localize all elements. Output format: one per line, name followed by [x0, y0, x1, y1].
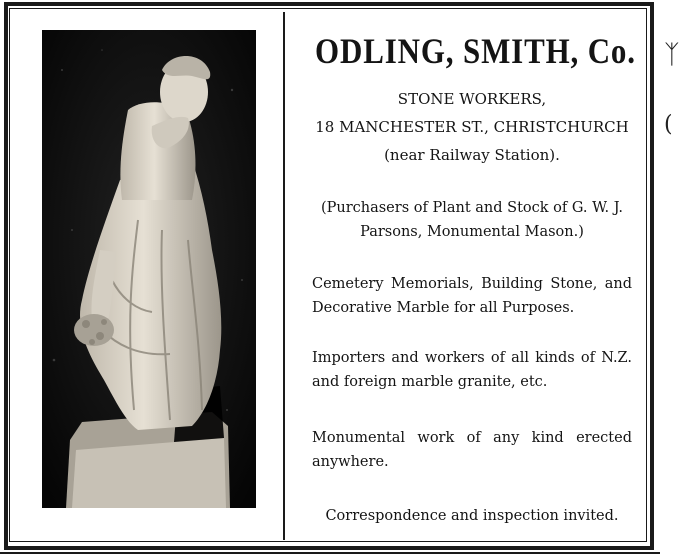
statue-photograph — [42, 30, 256, 508]
column-divider — [283, 12, 285, 540]
statue-illustration — [42, 30, 256, 508]
monumental-work-paragraph: Monumental work of any kind erected anywhere. — [312, 430, 632, 470]
street-address: 18 MANCHESTER ST., CHRISTCHURCH — [315, 118, 629, 136]
margin-mark-bracket: ( — [664, 112, 673, 137]
bottom-rule — [0, 552, 660, 554]
company-title: ODLING, SMITH, Co. — [315, 31, 636, 71]
memorials-paragraph: Cemetery Memorials, Building Stone, and Decorative Marble for all Purposes. — [312, 276, 632, 316]
correspondence-paragraph: Correspondence and inspection invited. — [325, 508, 619, 524]
importers-paragraph: Importers and workers of all kinds of N.Z. and foreign marble granite, etc. — [312, 350, 632, 390]
purchasers-paragraph: (Purchasers of Plant and Stock of G. W. J. Parsons, Monumental Mason.) — [320, 200, 624, 240]
margin-mark-top: ᛉ — [664, 40, 680, 70]
trade-heading: STONE WORKERS, — [397, 90, 547, 108]
advert-text-column — [290, 0, 648, 556]
location-note: (near Railway Station). — [384, 146, 560, 164]
